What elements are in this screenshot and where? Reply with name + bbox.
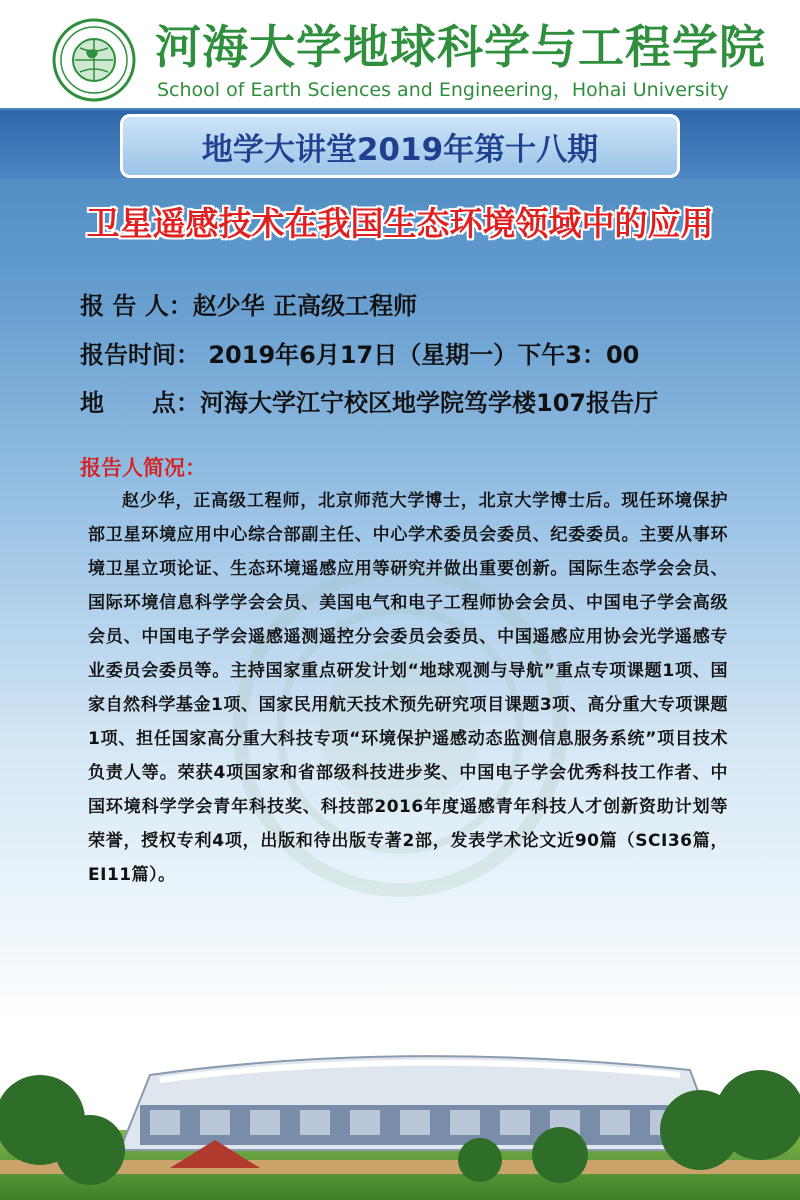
time-value: 2019年6月17日（星期一）下午3：00 xyxy=(200,341,640,369)
header-bar xyxy=(0,0,800,108)
lecture-topic: 卫星遥感技术在我国生态环境领域中的应用 xyxy=(86,204,714,243)
campus-stadium-illustration xyxy=(0,1000,800,1200)
place-row xyxy=(80,383,780,418)
place-value: 河海大学江宁校区地学院笃学楼107报告厅 xyxy=(200,389,659,417)
time-row xyxy=(80,335,780,370)
speaker-row xyxy=(80,286,780,321)
school-title-cn: 河海大学地球科学与工程学院 xyxy=(155,20,766,74)
place-label: 地 点： xyxy=(80,389,200,417)
time-label: 报告时间： xyxy=(80,341,200,369)
bio-text: 赵少华，正高级工程师，北京师范大学博士，北京大学博士后。现任环境保护部卫星环境应用中心综合部副主任、中心学术委员会委员、纪委委员。主要从事环境卫星立项论证、生态环境遥感应用等研究并做出重要创新。国际生态学会会员、国际环境信息科学学会会员、美国电气和电子工程师协会会员、中国电子学会高级会员、中国电子学会遥感遥测遥控分会委员会委员、中国遥感应用协会光学遥感专业委员会委员等。主持国家重点研发计划“地球观测与导航”重点专项课题1项、国家自然科学基金1项、国家民用航天技术预先研究项目课题3项、高分重大专项课题1项、担任国家高分重大科技专项“环境保护遥感动态监测信息服务系统”项目技术负责人等。荣获4项国家和省部级科技进步奖、中国电子学会优秀科技工作者、中国环境科学学会青年科技奖、科技部2016年度遥感青年科技人才创新资助计划等荣誉，授权专利4项，出版和待出版专著2部，发表学术论文近90篇（SCI36篇，EI11篇）。 xyxy=(88,491,728,885)
series-label: 地学大讲堂2019年第十八期 xyxy=(120,114,680,178)
university-seal-icon xyxy=(52,18,136,102)
bio-heading: 报告人简况： xyxy=(80,456,206,480)
speaker-value: 赵少华 正高级工程师 xyxy=(192,292,418,320)
school-title-en: School of Earth Sciences and Engineering，Hohai University xyxy=(157,79,729,101)
speaker-label: 报 告 人： xyxy=(80,292,193,320)
